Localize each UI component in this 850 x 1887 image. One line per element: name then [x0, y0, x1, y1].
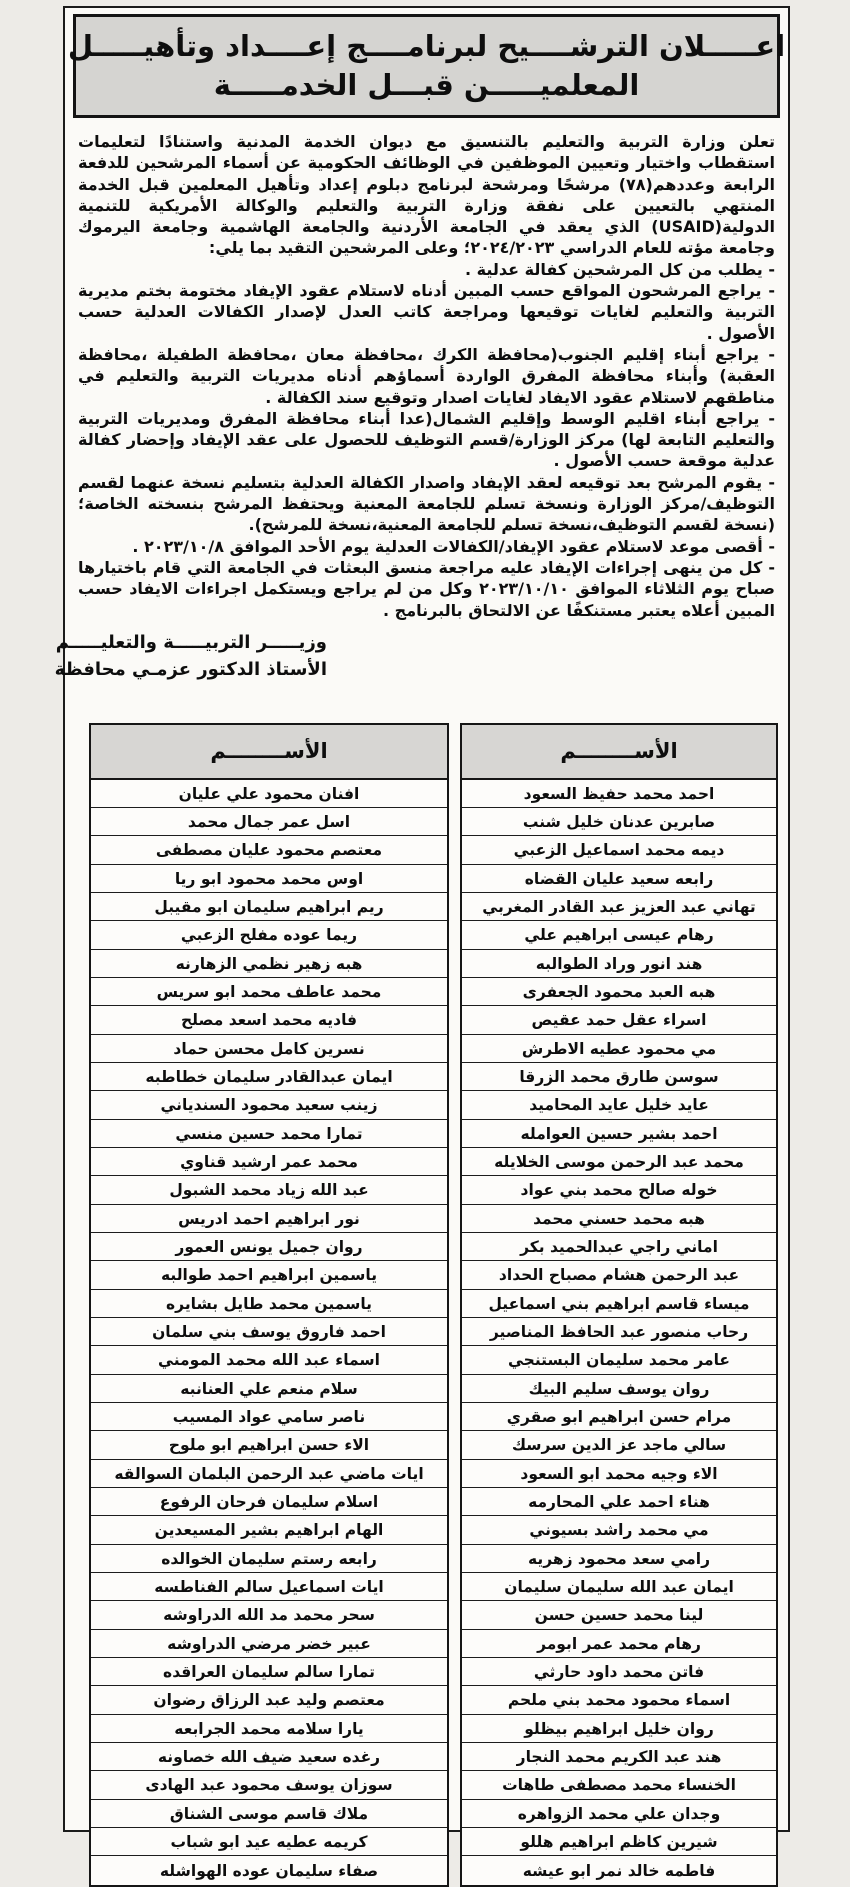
table-row: [462, 921, 776, 949]
names-table-right: [460, 723, 778, 1887]
table-row: [91, 1856, 447, 1884]
table-row: [462, 1828, 776, 1856]
table-row: [462, 1006, 776, 1034]
name-cell: اسماء عبد الله محمد المومني: [158, 1351, 380, 1370]
names-table-left: [89, 723, 449, 1887]
name-cell: اسل عمر جمال محمد: [187, 813, 351, 832]
name-cell: اسلام سليمان فرحان الرفوع: [159, 1492, 379, 1511]
bullet-item: - يراجع أبناء اقليم الوسط وإقليم الشمال(عدا أبناء محافظة المفرق ومديريات التربية والتعليم التابعة لها) مركز الوزارة/قسم التوظيف للحصول على عقد الإيفاد وإحضار كفالة عدلية موقعة حسب الأصول .: [78, 408, 775, 471]
table-row: [462, 1545, 776, 1573]
name-cell: رغده سعيد ضيف الله خصاونه: [157, 1747, 381, 1766]
table-row: [91, 865, 447, 893]
name-cell: نور ابراهيم احمد ادريس: [178, 1209, 360, 1228]
name-cell: فاطمه خالد نمر ابو عيشه: [522, 1861, 716, 1880]
name-cell: رهام عيسى ابراهيم علي: [524, 926, 714, 945]
table-row: [462, 1403, 776, 1431]
name-cell: اسراء عقل حمد عقيص: [531, 1011, 707, 1030]
table-row: [462, 1035, 776, 1063]
table-row: [462, 1771, 776, 1799]
names-tables-area: [73, 723, 780, 1887]
table-row: [91, 1460, 447, 1488]
name-cell: رحاب منصور عبد الحافظ المناصير: [489, 1322, 749, 1341]
table-row: [91, 1403, 447, 1431]
name-cell: صابرين عدنان خليل شنب: [522, 813, 716, 832]
names-list-right: [462, 780, 776, 1885]
name-cell: معتصم وليد عبد الرزاق رضوان: [153, 1691, 385, 1710]
name-cell: فاديه محمد اسعد مصلح: [180, 1011, 358, 1030]
column-header-name: الأســــــــم: [462, 725, 776, 780]
table-row: [462, 1261, 776, 1289]
table-row: [462, 1233, 776, 1261]
name-cell: عايد خليل عايد المحاميد: [529, 1096, 709, 1115]
table-row: [91, 1488, 447, 1516]
table-row: [91, 1573, 447, 1601]
name-cell: رابعه رستم سليمان الخوالده: [161, 1549, 377, 1568]
table-row: [91, 1006, 447, 1034]
name-cell: فاتن محمد داود حارثي: [533, 1662, 705, 1681]
name-cell: عبير خضر مرضي الدراوشه: [167, 1634, 371, 1653]
signature-title: وزيـــــر التربيـــــة والتعليـــــم: [55, 631, 327, 653]
name-cell: رابعه سعيد عليان القضاه: [524, 869, 714, 888]
name-cell: ملاك قاسم موسى الشناق: [169, 1804, 369, 1823]
table-row: [462, 1800, 776, 1828]
name-cell: اماني راجي عبدالحميد بكر: [520, 1237, 718, 1256]
name-cell: مي محمد راشد بسيوني: [529, 1521, 709, 1540]
name-cell: يارا سلامه محمد الجرابعه: [174, 1719, 364, 1738]
name-cell: هبه زهير نظمي الزهارنه: [175, 954, 363, 973]
name-cell: هناء احمد علي المحارمه: [528, 1492, 710, 1511]
name-cell: كريمه عطيه عيد ابو شباب: [170, 1832, 368, 1851]
name-cell: روان خليل ابراهيم بيظلو: [524, 1719, 714, 1738]
table-row: [462, 1516, 776, 1544]
name-cell: ايات ماضي عبد الرحمن البلمان السوالقه: [114, 1464, 424, 1483]
name-cell: عبد الله زياد محمد الشبول: [169, 1181, 369, 1200]
name-cell: روان يوسف سليم البيك: [528, 1379, 710, 1398]
name-cell: افنان محمود علي عليان: [178, 784, 360, 803]
name-cell: الاء حسن ابراهيم ابو ملوح: [168, 1436, 370, 1455]
table-row: [462, 808, 776, 836]
table-row: [462, 1715, 776, 1743]
table-row: [462, 1630, 776, 1658]
table-row: [462, 1375, 776, 1403]
minister-signature-block: [54, 629, 327, 683]
table-row: [91, 1035, 447, 1063]
names-list-left: [91, 780, 447, 1885]
table-row: [462, 1120, 776, 1148]
table-row: [462, 1176, 776, 1204]
name-cell: رهام محمد عمر ابومر: [537, 1634, 701, 1653]
table-row: [462, 893, 776, 921]
name-cell: عامر محمد سليمان البستنجي: [507, 1351, 731, 1370]
name-cell: تمارا سالم سليمان العراقده: [163, 1662, 375, 1681]
table-row: [462, 1431, 776, 1459]
name-cell: هند انور وراد الطوالبه: [535, 954, 703, 973]
name-cell: هند عبد الكريم محمد النجار: [516, 1747, 722, 1766]
table-row: [91, 1176, 447, 1204]
announcement-frame: [54, 6, 790, 1880]
table-row: [462, 865, 776, 893]
table-row: [462, 1573, 776, 1601]
announcement-body: [73, 131, 780, 621]
table-row: [91, 1290, 447, 1318]
name-cell: وجدان علي محمد الزواهره: [517, 1804, 721, 1823]
name-cell: هبه العبد محمود الجعفرى: [522, 983, 716, 1002]
table-row: [91, 950, 447, 978]
table-row: [462, 1148, 776, 1176]
name-cell: عبد الرحمن هشام مصباح الحداد: [498, 1266, 740, 1285]
table-row: [91, 1431, 447, 1459]
table-row: [91, 1630, 447, 1658]
table-row: [91, 1516, 447, 1544]
table-row: [91, 921, 447, 949]
name-cell: نسرين كامل محسن حماد: [173, 1039, 365, 1058]
name-cell: زينب سعيد محمود السندياني: [160, 1096, 378, 1115]
name-cell: سالي ماجد عز الدين سرسك: [511, 1436, 727, 1455]
name-cell: احمد فاروق يوسف بني سلمان: [152, 1322, 386, 1341]
name-cell: ناصر سامي عواد المسيب: [172, 1407, 366, 1426]
name-cell: الخنساء محمد مصطفى طاهات: [502, 1776, 736, 1795]
table-row: [462, 1601, 776, 1629]
table-row: [91, 1148, 447, 1176]
name-cell: ياسمين محمد طايل بشايره: [166, 1294, 372, 1313]
table-row: [91, 1375, 447, 1403]
table-row: [462, 1091, 776, 1119]
table-row: [91, 1346, 447, 1374]
bullet-item: - يراجع أبناء إقليم الجنوب(محافظة الكرك ،محافظة معان ،محافظة الطفيلة ،محافظة العقبة) وأبناء محافظة المفرق الواردة أسماؤهم أدناه مديريات التربية والتعليم في مناطقهم لاستلام عقود الايفاد لغايات اصدار وتوقيع سند الكفالة .: [78, 344, 775, 407]
name-cell: رامي سعد محمود زهريه: [528, 1549, 711, 1568]
name-cell: روان جميل يونس العمور: [175, 1237, 363, 1256]
name-cell: سوسن طارق محمد الزرقا: [519, 1068, 719, 1087]
table-row: [91, 1261, 447, 1289]
table-row: [91, 1658, 447, 1686]
table-row: [91, 836, 447, 864]
intro-paragraph: تعلن وزارة التربية والتعليم بالتنسيق مع ديوان الخدمة المدنية واستنادًا لتعليمات استقطاب واختيار وتعيين الموظفين في الوظائف الحكومية عن أسماء المرشحين للدفعة الرابعة وعددهم(٧٨) مرشحًا ومرشحة لبرنامج دبلوم إعداد وتأهيل المعلمين قبل الخدمة المنتهي بالتعيين على نفقة وزارة التربية والتعليم والوكالة الأمريكية للتنمية الدولية(USAID) الذي يعقد في الجامعة الأردنية والجامعة الهاشمية وجامعة اليرموك وجامعة مؤته للعام الدراسي ٢٠٢٤/٢٠٢٣؛ وعلى المرشحين التقيد بما يلي:: [78, 132, 776, 258]
table-row: [91, 1743, 447, 1771]
name-cell: الهام ابراهيم بشير المسيعدين: [154, 1521, 384, 1540]
table-row: [91, 1120, 447, 1148]
table-row: [91, 1715, 447, 1743]
table-row: [91, 1205, 447, 1233]
name-cell: ديمه محمد اسماعيل الزعبي: [513, 841, 725, 860]
name-cell: سحر محمد مد الله الدراوشه: [163, 1606, 375, 1625]
table-row: [462, 836, 776, 864]
name-cell: ايمان عبدالقادر سليمان خطاطبه: [145, 1068, 393, 1087]
name-cell: ايات اسماعيل سالم الفناطسه: [154, 1577, 384, 1596]
bullet-item: - أقصى موعد لاستلام عقود الإيفاد/الكفالات العدلية يوم الأحد الموافق ٢٠٢٣/١٠/٨ .: [132, 536, 775, 556]
name-cell: محمد عبد الرحمن موسى الخلايله: [494, 1153, 744, 1171]
name-cell: ياسمين ابراهيم احمد طوالبه: [160, 1266, 378, 1285]
bullet-item: - يراجع المرشحون المواقع حسب المبين أدناه لاستلام عقود الإيفاد مختومة بختم مديرية التربية والتعليم لغايات توقيعها ومراجعة كاتب العدل لإصدار الكفالات العدلية حسب الأصول .: [78, 281, 775, 343]
name-cell: ايمان عبد الله سليمان سليمان: [504, 1577, 734, 1596]
name-cell: اسماء محمود محمد بني ملحم: [507, 1691, 731, 1710]
table-row: [462, 1658, 776, 1686]
table-row: [91, 1800, 447, 1828]
table-row: [462, 1488, 776, 1516]
name-cell: الاء وجيه محمد ابو السعود: [520, 1464, 718, 1483]
table-row: [462, 1346, 776, 1374]
table-row: [462, 780, 776, 808]
name-cell: محمد عمر ارشيد قناوي: [180, 1153, 358, 1171]
name-cell: شيرين كاظم ابراهيم هللو: [520, 1832, 718, 1851]
name-cell: ريما عوده مفلح الزعبي: [180, 926, 358, 945]
table-row: [91, 780, 447, 808]
name-cell: معتصم محمود عليان مصطفى: [155, 841, 383, 860]
bullet-item: - يطلب من كل المرشحين كفالة عدلية .: [465, 259, 775, 279]
bullet-item: - كل من ينهى إجراءات الإيفاد عليه مراجعة منسق البعثات في الجامعة التي قام باختيارها صباح يوم الثلاثاء الموافق ٢٠٢٣/١٠/١٠ وكل من لم يراجع ويستكمل اجراءات الايفاد حسب المبين أعلاه يعتبر مستنكفًا عن الالتحاق بالبرنامج .: [78, 557, 775, 620]
table-row: [91, 1091, 447, 1119]
name-cell: تهاني عبد العزيز عبد القادر المغربي: [482, 898, 756, 917]
name-cell: ريم ابراهيم سليمان ابو مقيبل: [154, 898, 384, 917]
table-row: [462, 1063, 776, 1091]
name-cell: لينا محمد حسين حسن: [534, 1606, 704, 1625]
table-row: [91, 808, 447, 836]
table-row: [462, 1205, 776, 1233]
table-row: [462, 1743, 776, 1771]
table-row: [462, 1460, 776, 1488]
table-row: [91, 1601, 447, 1629]
table-row: [91, 1686, 447, 1714]
name-cell: هبه محمد حسني محمد: [533, 1209, 705, 1228]
table-row: [462, 978, 776, 1006]
page-title: اعـــــلان الترشــــيح لبرنامــــج إعــــداد وتأهيـــــل: [67, 28, 786, 63]
name-cell: صفاء سليمان عوده الهواشله: [159, 1861, 379, 1880]
column-header-name: الأســــــــم: [91, 725, 447, 780]
page-title-line2: المعلميـــــن قبـــل الخدمـــــة: [213, 67, 640, 102]
table-row: [91, 1545, 447, 1573]
name-cell: سوزان يوسف محمود عبد الهادى: [145, 1776, 393, 1795]
name-cell: محمد عاطف محمد ابو سريس: [156, 983, 382, 1002]
table-row: [462, 1290, 776, 1318]
name-cell: اوس محمد محمود ابو ريا: [174, 869, 364, 888]
table-row: [462, 1318, 776, 1346]
table-row: [91, 1318, 447, 1346]
table-row: [462, 1686, 776, 1714]
announcement-title-box: [67, 14, 786, 118]
table-row: [91, 1233, 447, 1261]
table-row: [91, 1063, 447, 1091]
table-row: [462, 950, 776, 978]
table-row: [462, 1856, 776, 1884]
name-cell: مي محمود عطيه الاطرش: [521, 1039, 717, 1058]
name-cell: خوله صالح محمد بني عواد: [520, 1181, 718, 1200]
table-row: [91, 893, 447, 921]
name-cell: سلام منعم علي العنانبه: [180, 1379, 358, 1398]
name-cell: مرام حسن ابراهيم ابو صقري: [506, 1407, 732, 1426]
name-cell: ميساء قاسم ابراهيم بني اسماعيل: [488, 1294, 750, 1313]
name-cell: احمد محمد حفيظ السعود: [523, 784, 715, 803]
name-cell: احمد بشير حسين العوامله: [520, 1124, 718, 1143]
table-row: [91, 1828, 447, 1856]
table-row: [91, 1771, 447, 1799]
table-row: [91, 978, 447, 1006]
bullet-item: - يقوم المرشح بعد توقيعه لعقد الإيفاد واصدار الكفالة العدلية بتسليم نسخة عنهما لقسم التوظيف/مركز الوزارة ونسخة تسلم للجامعة المعنية ويحتفظ المرشح بنسخته الخاصة؛(نسخة لقسم التوظيف،نسخة تسلم للجامعة المعنية،نسخة للمرشح).: [78, 472, 775, 535]
name-cell: تمارا محمد حسين منسي: [175, 1124, 363, 1143]
signature-name: الأستاذ الدكتور عزمـي محافظة: [54, 658, 327, 680]
